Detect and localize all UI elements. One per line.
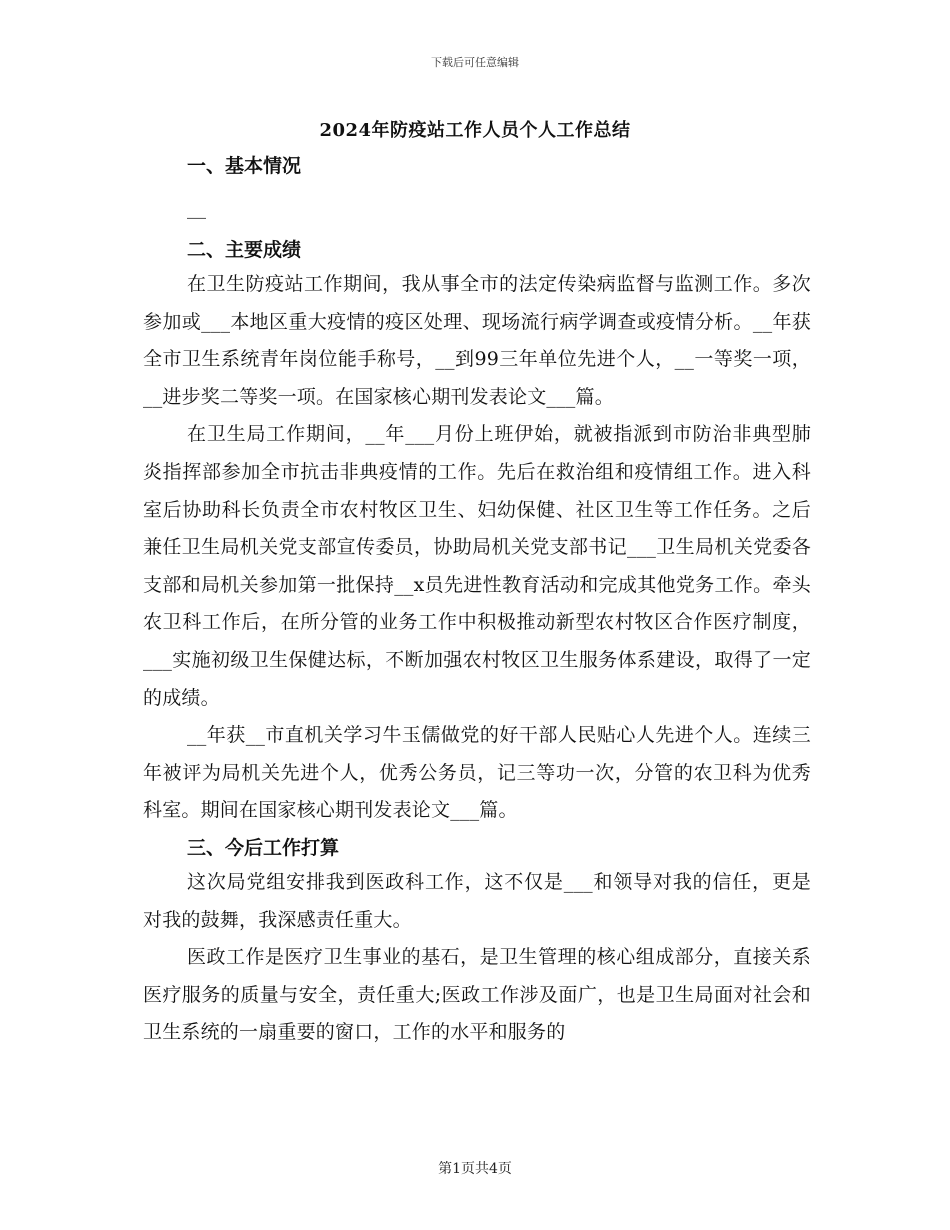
paragraph-medical-administration: 医政工作是医疗卫生事业的基石，是卫生管理的核心组成部分，直接关系医疗服务的质量与安全，责任重大;医政工作涉及面广，也是卫生局面对社会和卫生系统的一扇重要的窗口，工作的水平和服务的 [143,946,811,1044]
blank-line: __ [187,197,206,219]
paragraph-new-assignment: 这次局党组安排我到医政科工作，这不仅是___和领导对我的信任，更是对我的鼓舞，我深感责任重大。 [143,870,811,931]
document-title: 2024年防疫站工作人员个人工作总结 [319,120,631,141]
paragraph-epidemic-station: 在卫生防疫站工作期间，我从事全市的法定传染病监督与监测工作。多次参加或___本地区重大疫情的疫区处理、现场流行病学调查或疫情分析。__年获全市卫生系统青年岗位能手称号，__到99三年单位先进个人，__一等奖一项，__进步奖二等奖一项。在国家核心期刊发表论文___篇。 [143,273,811,408]
section-heading-basic: 一、基本情况 [187,155,302,177]
section-heading-achievements: 二、主要成绩 [187,239,302,261]
paragraph-honors: __年获__市直机关学习牛玉儒做党的好干部人民贴心人先进个人。连续三年被评为局机关先进个人，优秀公务员，记三等功一次，分管的农卫科为优秀科室。期间在国家核心期刊发表论文___篇。 [143,724,811,822]
section-heading-plans: 三、今后工作打算 [187,836,340,859]
paragraph-health-bureau: 在卫生局工作期间，__年___月份上班伊始，就被指派到市防治非典型肺炎指挥部参加全市抗击非典疫情的工作。先后在救治组和疫情组工作。进入科室后协助科长负责全市农村牧区卫生、妇幼保健、社区卫生等工作任务。之后兼任卫生局机关党支部宣传委员，协助局机关党支部书记___卫生局机关党委各支部和局机关参加第一批保持__x员先进性教育活动和完成其他党务工作。牵头农卫科工作后，在所分管的业务工作中积极推动新型农村牧区合作医疗制度，___实施初级卫生保健达标，不断加强农村牧区卫生服务体系建设，取得了一定的成绩。 [143,423,811,709]
page-number-footer: 第1页共4页 [438,1161,512,1177]
header-note: 下载后可任意编辑 [431,56,519,69]
document-body [143,150,811,1052]
